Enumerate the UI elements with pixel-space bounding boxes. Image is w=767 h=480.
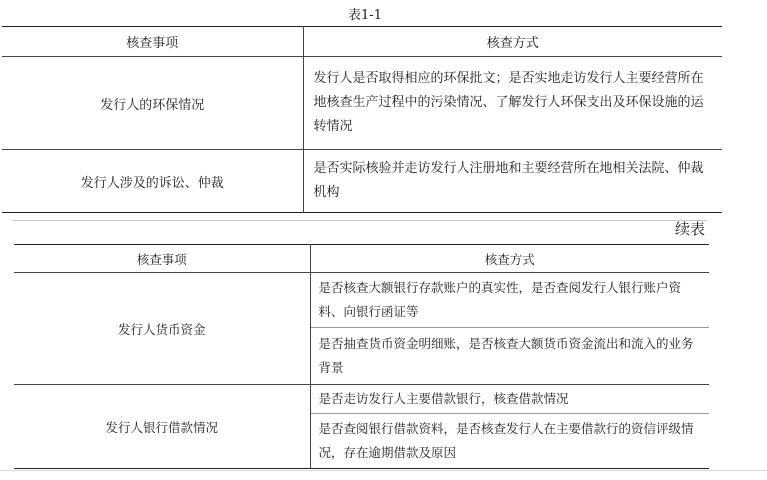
continuation-label: 续表	[674, 220, 705, 238]
item-cell: 发行人涉及的诉讼、仲裁	[2, 150, 303, 213]
continuation-divider	[12, 220, 707, 221]
table-row	[2, 57, 722, 150]
table-header-row	[2, 27, 722, 57]
table-caption: 表1-1	[348, 8, 382, 23]
verification-table-2	[14, 244, 709, 469]
column-header-method: 核查方式	[310, 245, 709, 273]
column-header-item: 核查事项	[2, 27, 303, 57]
item-cell: 发行人货币资金	[14, 273, 310, 385]
page-bottom-divider	[0, 470, 767, 471]
table-header-row	[14, 245, 709, 273]
item-cell: 发行人银行借款情况	[14, 385, 310, 469]
table-row	[2, 150, 722, 213]
verification-table-1	[2, 26, 722, 213]
item-cell: 发行人的环保情况	[2, 57, 303, 150]
column-header-item: 核查事项	[14, 245, 310, 273]
method-cell: 是否走访发行人主要借款银行，核查借款情况	[310, 385, 709, 414]
method-cell: 发行人是否取得相应的环保批文；是否实地走访发行人主要经营所在地核查生产过程中的污染情况、了解发行人环保支出及环保设施的运转情况	[303, 57, 722, 150]
method-cell: 是否查阅银行借款资料，是否核查发行人在主要借款行的资信评级情况，存在逾期借款及原因	[318, 421, 694, 460]
method-cell: 是否实际核验并走访发行人注册地和主要经营所在地相关法院、仲裁机构	[313, 161, 704, 200]
method-cell: 是否核查大额银行存款账户的真实性，是否查阅发行人银行账户资料、向银行函证等	[310, 273, 709, 328]
method-cell: 是否抽查货币资金明细账，是否核查大额货币资金流出和流入的业务背景	[310, 328, 709, 385]
table-row	[14, 385, 709, 414]
column-header-method: 核查方式	[303, 27, 722, 57]
table-row	[14, 273, 709, 328]
